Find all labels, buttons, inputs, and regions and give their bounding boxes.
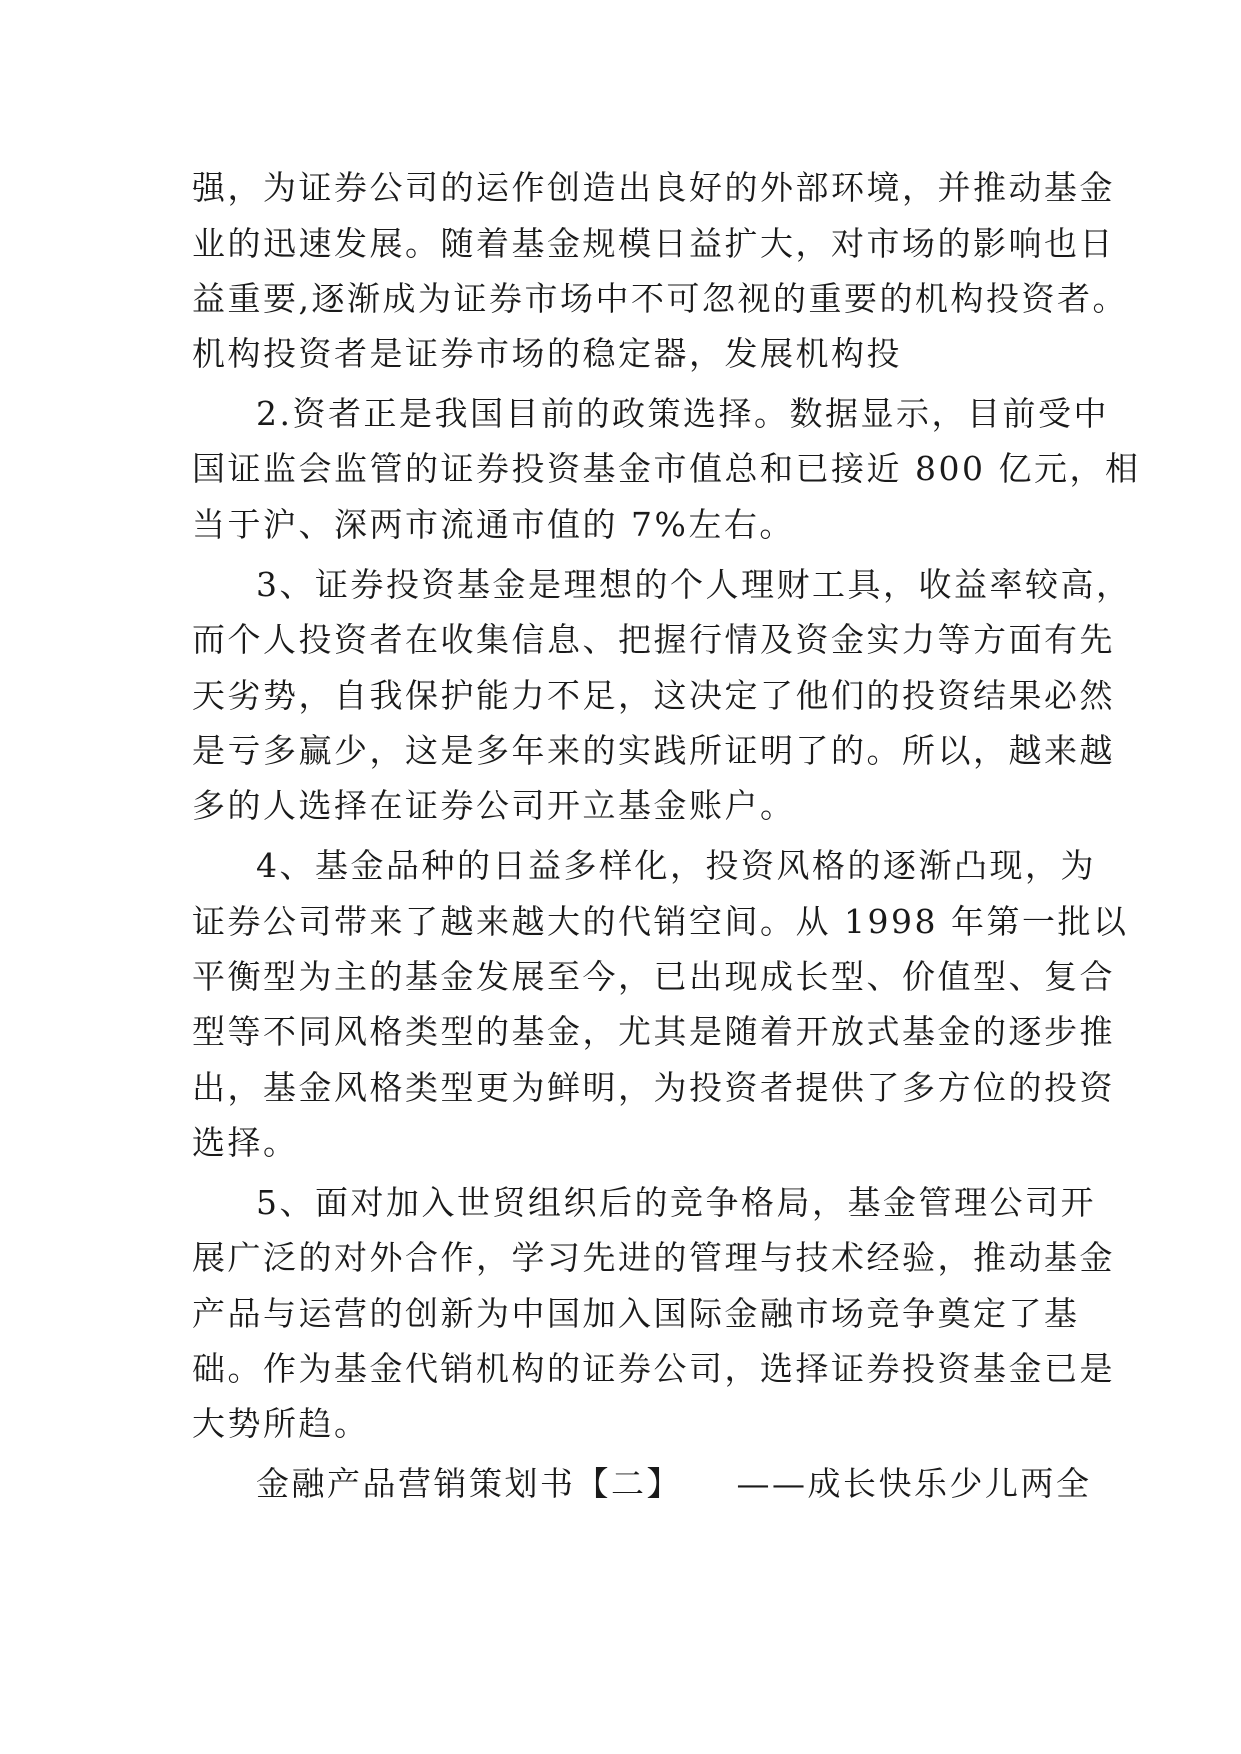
text-line: 5、面对加入世贸组织后的竞争格局，基金管理公司开 bbox=[256, 1183, 1096, 1222]
text-line: 大势所趋。 bbox=[192, 1404, 370, 1443]
text-line: 多的人选择在证券公司开立基金账户。 bbox=[192, 786, 796, 825]
text-line: 业的迅速发展。随着基金规模日益扩大，对市场的影响也日 bbox=[192, 224, 1115, 263]
text-line: 展广泛的对外合作，学习先进的管理与技术经验，推动基金 bbox=[192, 1238, 1115, 1277]
section-heading: 金融产品营销策划书【二】 ——成长快乐少儿两全 bbox=[256, 1464, 1092, 1503]
text-line: 天劣势，自我保护能力不足，这决定了他们的投资结果必然 bbox=[192, 676, 1115, 715]
text-line: 益重要,逐渐成为证券市场中不可忽视的重要的机构投资者。 bbox=[192, 279, 1128, 318]
text-line: 4、基金品种的日益多样化，投资风格的逐渐凸现，为 bbox=[256, 846, 1096, 885]
text-line: 机构投资者是证券市场的稳定器，发展机构投 bbox=[192, 334, 902, 373]
text-line: 国证监会监管的证券投资基金市值总和已接近 800 亿元，相 bbox=[192, 449, 1141, 488]
text-line: 产品与运营的创新为中国加入国际金融市场竞争奠定了基 bbox=[192, 1294, 1080, 1333]
text-line: 平衡型为主的基金发展至今，已出现成长型、价值型、复合 bbox=[192, 957, 1115, 996]
text-line: 而个人投资者在收集信息、把握行情及资金实力等方面有先 bbox=[192, 620, 1115, 659]
text-line: 是亏多赢少，这是多年来的实践所证明了的。所以，越来越 bbox=[192, 731, 1115, 770]
text-line: 选择。 bbox=[192, 1123, 299, 1162]
text-line: 3、证券投资基金是理想的个人理财工具，收益率较高， bbox=[256, 565, 1132, 604]
text-line: 当于沪、深两市流通市值的 7%左右。 bbox=[192, 505, 795, 544]
text-line: 强，为证券公司的运作创造出良好的外部环境，并推动基金 bbox=[192, 168, 1115, 207]
text-line: 出，基金风格类型更为鲜明，为投资者提供了多方位的投资 bbox=[192, 1068, 1115, 1107]
text-line: 型等不同风格类型的基金，尤其是随着开放式基金的逐步推 bbox=[192, 1012, 1115, 1051]
text-line: 2.资者正是我国目前的政策选择。数据显示，目前受中 bbox=[256, 394, 1109, 433]
text-line: 证券公司带来了越来越大的代销空间。从 1998 年第一批以 bbox=[192, 902, 1129, 941]
text-line: 础。作为基金代销机构的证券公司，选择证券投资基金已是 bbox=[192, 1349, 1115, 1388]
